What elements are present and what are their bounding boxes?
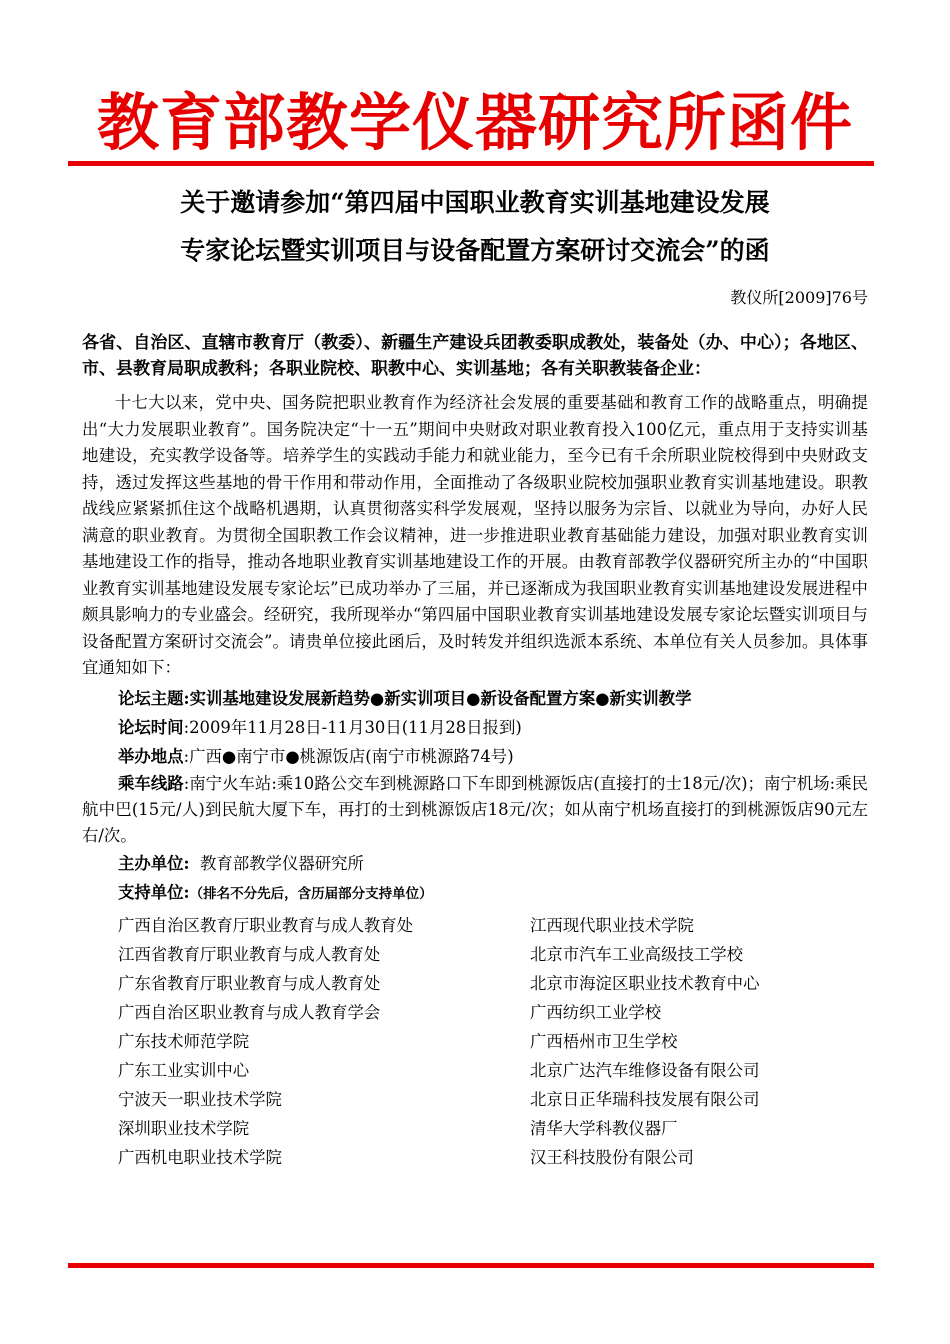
- forum-theme-value: 实训基地建设发展新趋势●新实训项目●新设备配置方案●新实训教学: [189, 688, 692, 708]
- forum-theme: [82, 684, 868, 713]
- supporter-left: 深圳职业技术学院: [118, 1118, 250, 1138]
- forum-time-label: 论坛时间: [118, 717, 184, 737]
- document-number: 教仪所[2009]76号: [730, 288, 868, 307]
- supporter-right: 北京日正华瑞科技发展有限公司: [530, 1089, 760, 1109]
- travel-route-label: 乘车线路: [118, 773, 184, 793]
- supporter-right: 广西梧州市卫生学校: [530, 1031, 678, 1051]
- supporter-left: 广西机电职业技术学院: [118, 1147, 282, 1167]
- forum-venue: [82, 742, 868, 771]
- forum-theme-label: 论坛主题:: [118, 688, 190, 708]
- forum-time-value: :2009年11月28日-11月30日(11月28日报到): [183, 717, 522, 737]
- supporter-left: 广东工业实训中心: [118, 1060, 250, 1080]
- supporter-right: 北京广达汽车维修设备有限公司: [530, 1060, 760, 1080]
- supporter-left: 宁波天一职业技术学院: [118, 1089, 282, 1109]
- supporters-label: 支持单位:: [118, 882, 190, 902]
- supporters-list: [118, 911, 868, 1172]
- supporter-right: 广西纺织工业学校: [530, 1002, 662, 1022]
- forum-time: [82, 713, 868, 742]
- letter-body: [82, 330, 868, 1258]
- addressees: 各省、自治区、直辖市教育厅（教委）、新疆生产建设兵团教委职成教处，装备处（办、中心）；各地区、市、县教育局职成教科；各职业院校、职教中心、实训基地；各有关职教装备企业：: [82, 333, 868, 379]
- supporter-left: 广西自治区职业教育与成人教育学会: [118, 1002, 381, 1022]
- supporter-right: 汉王科技股份有限公司: [530, 1147, 694, 1167]
- supporter-right: 江西现代职业技术学院: [530, 915, 694, 935]
- forum-venue-label: 举办地点: [118, 746, 184, 766]
- supporter-row: [118, 911, 868, 940]
- letterhead-rule: [68, 161, 874, 166]
- supporter-row: [118, 1143, 868, 1172]
- travel-route: [82, 771, 868, 849]
- body-paragraph: 十七大以来，党中央、国务院把职业教育作为经济社会发展的重要基础和教育工作的战略重点，明确提出“大力发展职业教育”。国务院决定“十一五”期间中央财政对职业教育投入100亿元，重点用于支持实训基地建设，充实教学设备等。培养学生的实践动手能力和就业能力，至今已有千余所职业院校得到中央财政支持，透过发挥这些基地的骨干作用和带动作用，全面推动了各级职业院校加强职业教育实训基地建设。职教战线应紧紧抓住这个战略机遇期，认真贯彻落实科学发展观，坚持以服务为宗旨、以就业为导向，办好人民满意的职业教育。为贯彻全国职教工作会议精神，进一步推进职业教育基础能力建设，加强对职业教育实训基地建设工作的指导，推动各地职业教育实训基地建设工作的开展。由教育部教学仪器研究所主办的“中国职业教育实训基地建设发展专家论坛”已成功举办了三届，并已逐渐成为我国职业教育实训基地建设发展进程中颇具影响力的专业盛会。经研究，我所现举办“第四届中国职业教育实训基地建设发展专家论坛暨实训项目与设备配置方案研讨交流会”。请贵单位接此函后，及时转发并组织选派本系统、本单位有关人员参加。具体事宜通知如下：: [82, 393, 868, 677]
- supporter-row: [118, 1085, 868, 1114]
- subject-line-1: 关于邀请参加“第四届中国职业教育实训基地建设发展: [180, 188, 770, 217]
- supporter-row: [118, 969, 868, 998]
- supporters-note: （排名不分先后，含历届部分支持单位）: [189, 885, 433, 902]
- supporter-right: 北京市汽车工业高级技工学校: [530, 944, 744, 964]
- organizer-value: 教育部教学仪器研究所: [200, 853, 364, 873]
- supporter-left: 江西省教育厅职业教育与成人教育处: [118, 944, 381, 964]
- letterhead-title: 教育部教学仪器研究所函件: [96, 86, 853, 159]
- subject-line-2: 专家论坛暨实训项目与设备配置方案研讨交流会”的函: [180, 236, 770, 265]
- forum-venue-value: :广西●南宁市●桃源饭店(南宁市桃源路74号): [183, 746, 514, 766]
- organizer-label: 主办单位:: [118, 853, 190, 873]
- supporter-right: 北京市海淀区职业技术教育中心: [530, 973, 760, 993]
- supporter-right: 清华大学科教仪器厂: [530, 1118, 678, 1138]
- supporters-heading: [82, 878, 868, 909]
- supporter-row: [118, 940, 868, 969]
- supporter-row: [118, 1056, 868, 1085]
- supporter-row: [118, 1027, 868, 1056]
- travel-route-value: :南宁火车站:乘10路公交车到桃源路口下车即到桃源饭店(直接打的士18元/次)；南宁机场:乘民航中巴(15元/人)到民航大厦下车，再打的士到桃源饭店18元/次；如从南宁机场直接打的到桃源饭店90元左右/次。: [82, 773, 868, 845]
- supporter-left: 广东省教育厅职业教育与成人教育处: [118, 973, 381, 993]
- supporter-row: [118, 998, 868, 1027]
- supporter-left: 广东技术师范学院: [118, 1031, 250, 1051]
- organizer: [82, 849, 868, 878]
- supporter-row: [118, 1114, 868, 1143]
- footer-rule: [68, 1263, 874, 1268]
- supporter-left: 广西自治区教育厅职业教育与成人教育处: [118, 915, 414, 935]
